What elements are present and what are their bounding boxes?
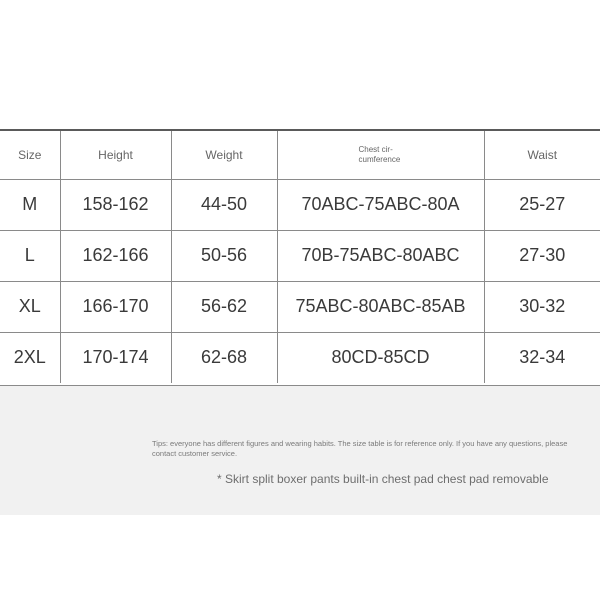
cell-weight: 56-62: [171, 281, 277, 332]
table-row: [0, 230, 600, 281]
cell-size: M: [0, 179, 60, 230]
cell-chest: 70ABC-75ABC-80A: [277, 179, 484, 230]
header-size: Size: [0, 131, 60, 179]
cell-waist: 32-34: [484, 332, 600, 383]
cell-weight: 50-56: [171, 230, 277, 281]
cell-waist: 30-32: [484, 281, 600, 332]
cell-chest: 80CD-85CD: [277, 332, 484, 383]
cell-size: 2XL: [13, 347, 46, 368]
cell-chest: 70B-75ABC-80ABC: [277, 230, 484, 281]
cell-chest: 75ABC-80ABC-85AB: [277, 281, 484, 332]
size-table: [0, 131, 600, 383]
header-height: Height: [60, 131, 171, 179]
table-row: [0, 179, 600, 230]
cell-weight: 44-50: [171, 179, 277, 230]
cell-waist: 27-30: [484, 230, 600, 281]
cell-height: 158-162: [60, 179, 171, 230]
cell-size: XL: [0, 281, 60, 332]
cell-waist: 25-27: [484, 179, 600, 230]
header-chest-circumference: [277, 131, 484, 179]
table-header-row: [0, 131, 600, 179]
header-chest-label: Chest cir-cumference: [358, 144, 401, 164]
header-weight: Weight: [171, 131, 277, 179]
cell-weight: 62-68: [171, 332, 277, 383]
header-waist: Waist: [484, 131, 600, 179]
cell-height: 162-166: [60, 230, 171, 281]
table-row: [0, 332, 600, 383]
table-row: [0, 281, 600, 332]
cell-size: L: [0, 230, 60, 281]
product-note: * Skirt split boxer pants built-in chest pad chest pad removable: [217, 472, 549, 486]
size-chart-card: [0, 129, 600, 514]
notes-area: [0, 385, 600, 515]
tips-text: Tips: everyone has different figures and wearing habits. The size table is for reference only. If you have any questions, please contact customer service.: [152, 439, 568, 458]
cell-height: 170-174: [60, 332, 171, 383]
cell-height: 166-170: [60, 281, 171, 332]
